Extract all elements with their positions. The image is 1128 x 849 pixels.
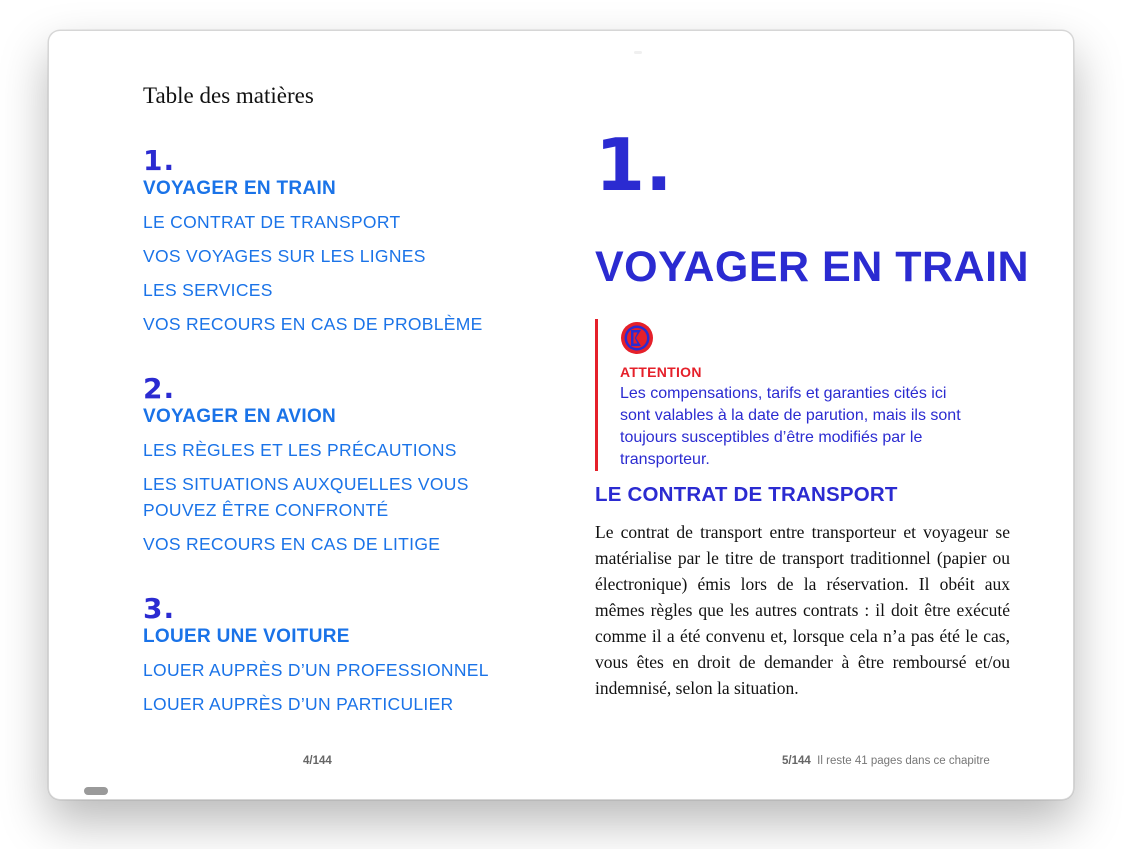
right-page[interactable] — [561, 31, 1073, 799]
chapter-number: 1. — [595, 123, 673, 207]
page-number-left — [303, 755, 332, 767]
toc-section-3 — [143, 592, 523, 717]
toc-title: Table des matières — [143, 83, 314, 108]
scroll-handle[interactable] — [84, 787, 108, 795]
toc-link[interactable]: LES RÈGLES ET LES PRÉCAUTIONS — [143, 440, 457, 460]
brand-logo-icon — [620, 321, 654, 355]
pages-remaining-text: Il reste 41 pages dans ce chapitre — [817, 755, 990, 767]
toc-link[interactable]: LES SERVICES — [143, 280, 273, 300]
toc-section-number: 1. — [143, 144, 176, 177]
chapter-title: VOYAGER EN TRAIN — [595, 243, 1030, 291]
attention-label: ATTENTION — [620, 364, 702, 380]
toc-link[interactable]: LES SITUATIONS AUXQUELLES VOUS POUVEZ ÊTRE CONFRONTÉ — [143, 474, 469, 520]
body-paragraph: Le contrat de transport entre transporteur et voyageur se matérialise par le titre de transport traditionnel (papier ou électronique) émis lors de la réservation. Il obéit aux mêmes règles que les autres contrats : il doit être exécuté comme il a été convenu et, lorsque cela n’a pas été le cas, vous êtes en droit de demander à être remboursé et/ou indemnisé, selon la situation. — [595, 522, 1010, 698]
toc-section-heading[interactable]: VOYAGER EN AVION — [143, 406, 337, 427]
section-subheading: LE CONTRAT DE TRANSPORT — [595, 483, 898, 506]
reader-window — [48, 30, 1074, 800]
left-page[interactable] — [49, 31, 561, 799]
toc-section-heading[interactable]: VOYAGER EN TRAIN — [143, 178, 337, 199]
page-number-right — [782, 755, 990, 767]
toc-link[interactable]: VOS RECOURS EN CAS DE PROBLÈME — [143, 314, 483, 334]
toc-section-heading[interactable]: LOUER UNE VOITURE — [143, 626, 350, 647]
toc-link[interactable]: VOS VOYAGES SUR LES LIGNES — [143, 246, 426, 266]
toc-section-number: 2. — [143, 372, 176, 405]
toc-link[interactable]: LOUER AUPRÈS D’UN PARTICULIER — [143, 694, 454, 714]
attention-text: Les compensations, tarifs et garanties cités ici sont valables à la date de parution, mais ils sont toujours susceptibles d’être modifiés par le transporteur. — [620, 385, 961, 468]
page-number-text: 4/144 — [303, 755, 332, 767]
page-number-text: 5/144 — [782, 755, 811, 767]
toc-link[interactable]: LOUER AUPRÈS D’UN PROFESSIONNEL — [143, 660, 489, 680]
toc-section-number: 3. — [143, 592, 176, 625]
toc-section-2 — [143, 372, 523, 557]
toc-link[interactable]: LE CONTRAT DE TRANSPORT — [143, 212, 401, 232]
toc-link[interactable]: VOS RECOURS EN CAS DE LITIGE — [143, 534, 441, 554]
toc-section-1 — [143, 144, 523, 337]
attention-callout — [595, 319, 978, 471]
